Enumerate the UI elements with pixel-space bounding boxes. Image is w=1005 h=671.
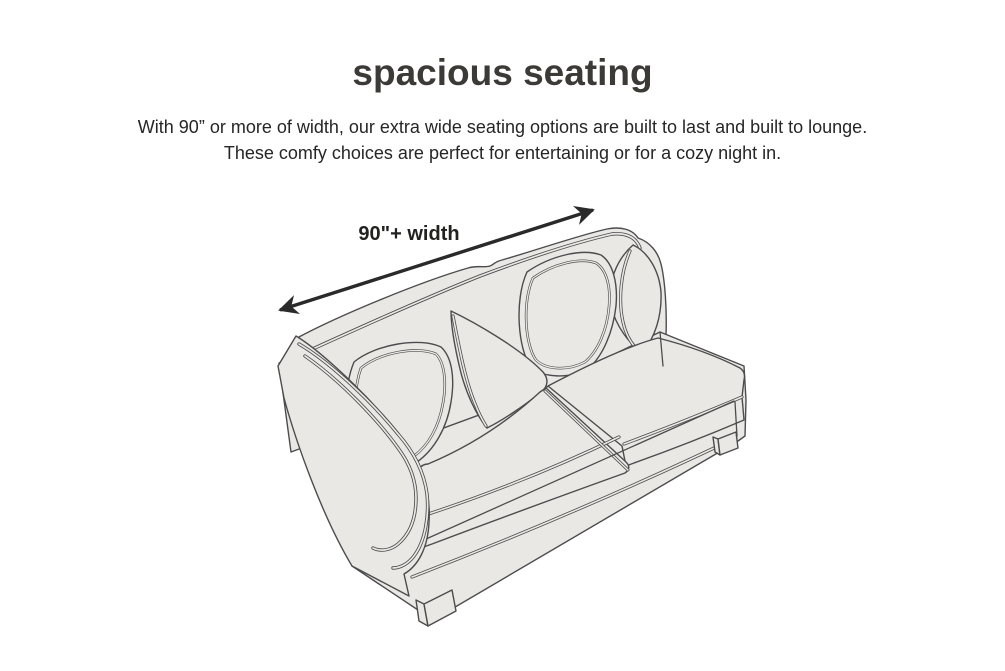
dimension-label: 90"+ width xyxy=(358,223,460,245)
page-title: spacious seating xyxy=(352,52,653,93)
intro-line-2: These comfy choices are perfect for entertaining or for a cozy night in. xyxy=(223,143,782,163)
intro-line-1: With 90” or more of width, our extra wide seating options are built to last and built to lounge. xyxy=(137,117,868,137)
